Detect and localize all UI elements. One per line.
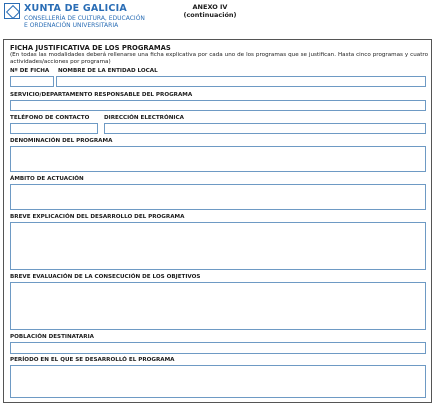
label-poblacion: POBLACIÓN DESTINATARIA xyxy=(10,334,94,340)
entidad-field[interactable] xyxy=(56,76,426,87)
poblacion-field[interactable] xyxy=(10,342,426,354)
label-num-ficha: Nº DE FICHA xyxy=(10,68,50,74)
section-title: FICHA JUSTIFICATIVA DE LOS PROGRAMAS xyxy=(10,44,171,52)
org-name: XUNTA DE GALICIA xyxy=(24,3,127,14)
label-email: DIRECCIÓN ELECTRÓNICA xyxy=(104,115,184,121)
xunta-logo-icon xyxy=(4,3,20,19)
label-servicio: SERVICIO/DEPARTAMENTO RESPONSABLE DEL PROGRAMA xyxy=(10,92,193,98)
label-evaluacion: BREVE EVALUACIÓN DE LA CONSECUCIÓN DE LOS OBJETIVOS xyxy=(10,274,201,280)
label-explicacion: BREVE EXPLICACIÓN DEL DESARROLLO DEL PROGRAMA xyxy=(10,214,185,220)
label-entidad: NOMBRE DE LA ENTIDAD LOCAL xyxy=(58,68,158,74)
telefono-field[interactable] xyxy=(10,123,98,134)
denominacion-field[interactable] xyxy=(10,146,426,172)
explicacion-field[interactable] xyxy=(10,222,426,270)
label-periodo: PERÍODO EN EL QUE SE DESARROLLÓ EL PROGRAMA xyxy=(10,357,175,363)
email-field[interactable] xyxy=(104,123,426,134)
section-note: (En todas las modalidades deberá rellenarse una ficha explicativa por cada uno de los programas que se justifican. Hasta cinco programas y cuatro actividades/acciones por programa) xyxy=(10,52,428,65)
annex-subtitle: (continuación) xyxy=(183,11,237,19)
org-department-line2: E ORDENACIÓN UNIVERSITARIA xyxy=(24,22,119,29)
num-ficha-field[interactable] xyxy=(10,76,54,87)
label-ambito: ÁMBITO DE ACTUACIÓN xyxy=(10,176,84,182)
annex-title: ANEXO IV xyxy=(192,3,228,11)
periodo-field[interactable] xyxy=(10,365,426,398)
servicio-field[interactable] xyxy=(10,100,426,111)
label-telefono: TELÉFONO DE CONTACTO xyxy=(10,115,90,121)
label-denominacion: DENOMINACIÓN DEL PROGRAMA xyxy=(10,138,113,144)
ambito-field[interactable] xyxy=(10,184,426,210)
evaluacion-field[interactable] xyxy=(10,282,426,330)
org-department-line1: CONSELLERÍA DE CULTURA, EDUCACIÓN xyxy=(24,15,145,22)
